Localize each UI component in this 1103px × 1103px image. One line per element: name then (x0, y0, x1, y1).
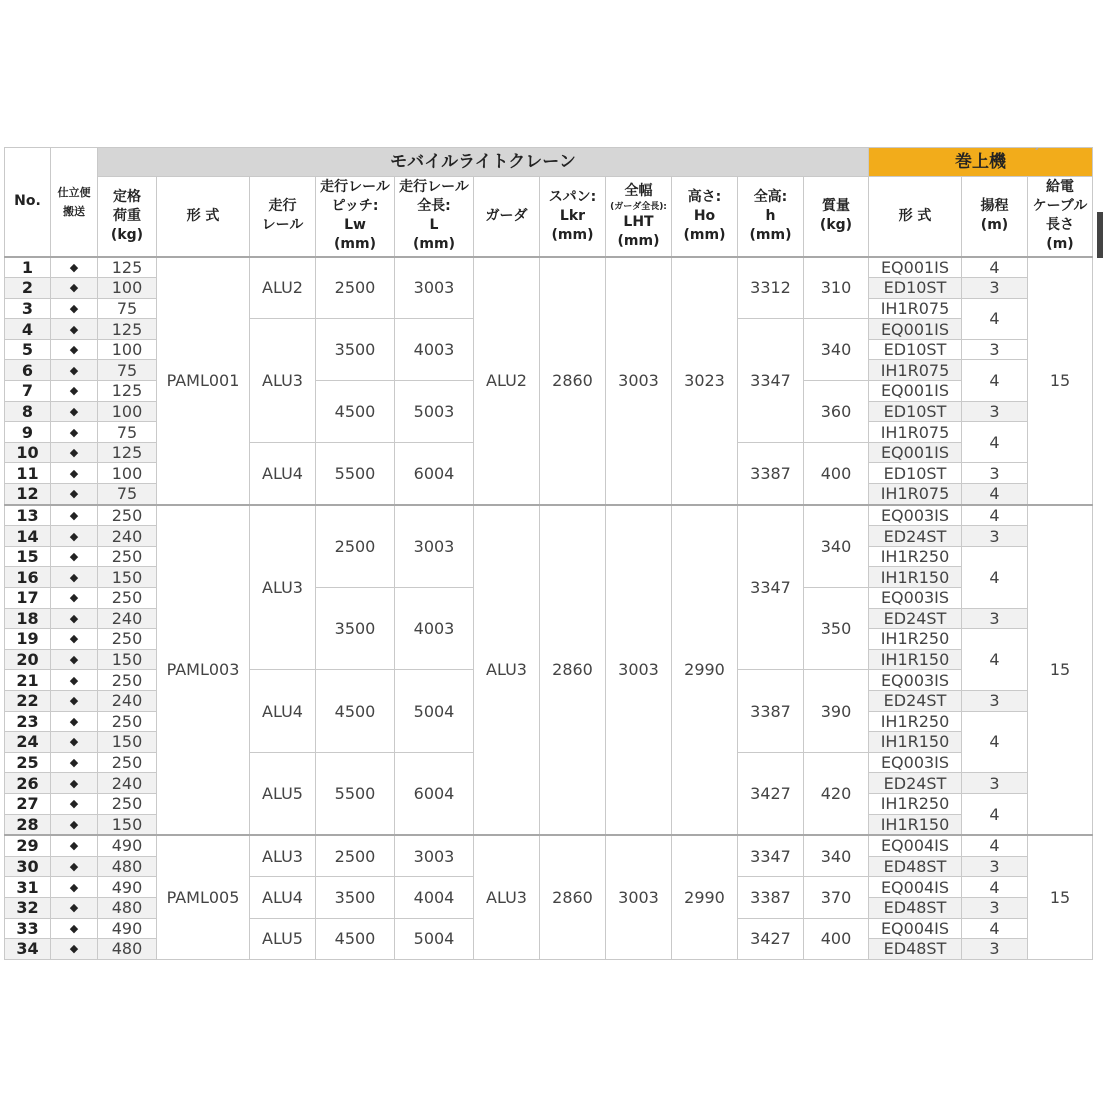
lift-cell: 3 (962, 463, 1028, 484)
span-cell: 2860 (540, 257, 606, 505)
header-girder: ガーダ (474, 177, 540, 257)
header-line: (mm) (551, 226, 594, 243)
rated-load: 100 (98, 339, 157, 360)
hoist-model: ED48ST (869, 897, 962, 918)
length-cell: 4004 (395, 877, 474, 918)
row-number: 14 (5, 526, 51, 547)
hoist-model: IH1R250 (869, 546, 962, 567)
lift-cell: 3 (962, 856, 1028, 877)
diamond-icon: ◆ (51, 442, 98, 463)
length-cell: 3003 (395, 835, 474, 877)
row-number: 8 (5, 401, 51, 422)
length-cell: 3003 (395, 505, 474, 588)
row-number: 2 (5, 278, 51, 299)
lift-cell: 3 (962, 526, 1028, 547)
diamond-icon: ◆ (51, 526, 98, 547)
lift-cell: 4 (962, 629, 1028, 691)
mass-cell: 400 (804, 918, 869, 959)
total-height-cell: 3387 (738, 877, 804, 918)
diamond-icon: ◆ (51, 567, 98, 588)
diamond-icon: ◆ (51, 814, 98, 835)
hoist-model: ED24ST (869, 773, 962, 794)
header-line: 給電 (1046, 179, 1074, 196)
diamond-icon: ◆ (51, 401, 98, 422)
length-cell: 4003 (395, 588, 474, 670)
hoist-model: IH1R250 (869, 711, 962, 732)
lift-cell: 4 (962, 711, 1028, 773)
pitch-cell: 3500 (316, 877, 395, 918)
header-lift (962, 177, 1028, 257)
header-line: h (765, 207, 776, 224)
travel-cell: ALU5 (250, 918, 316, 959)
total-height-cell: 3312 (738, 257, 804, 319)
row-number: 13 (5, 505, 51, 526)
total-height-cell: 3387 (738, 442, 804, 504)
total-height-cell: 3347 (738, 319, 804, 443)
spec-table (4, 147, 1093, 960)
row-number: 21 (5, 670, 51, 691)
hoist-model: EQ003IS (869, 505, 962, 526)
header-travel (250, 177, 316, 257)
rated-load: 490 (98, 835, 157, 856)
row-number: 12 (5, 484, 51, 505)
mass-cell: 310 (804, 257, 869, 319)
length-cell: 5003 (395, 381, 474, 443)
pitch-cell: 5500 (316, 752, 395, 835)
rated-load: 125 (98, 442, 157, 463)
hoist-model: ED48ST (869, 856, 962, 877)
header-shiage-line: 搬送 (63, 204, 85, 218)
mass-cell: 420 (804, 752, 869, 835)
diamond-icon: ◆ (51, 505, 98, 526)
rated-load: 125 (98, 319, 157, 340)
pitch-cell: 4500 (316, 670, 395, 752)
lift-cell: 4 (962, 484, 1028, 505)
rated-load: 100 (98, 278, 157, 299)
rated-load: 125 (98, 257, 157, 278)
header-line: L (429, 217, 439, 234)
row-number: 19 (5, 629, 51, 650)
rated-load: 250 (98, 752, 157, 773)
hoist-model: ED10ST (869, 339, 962, 360)
rated-load: 240 (98, 773, 157, 794)
header-line: 高さ: (687, 188, 722, 205)
row-number: 6 (5, 360, 51, 381)
hoist-model: ED10ST (869, 463, 962, 484)
pitch-cell: 2500 (316, 505, 395, 588)
cable-length-cell: 15 (1028, 505, 1093, 836)
header-line: 走行レール (320, 179, 390, 196)
table-row (5, 257, 1093, 278)
travel-cell: ALU3 (250, 319, 316, 443)
rated-load: 240 (98, 608, 157, 629)
header-mass (804, 177, 869, 257)
length-cell: 5004 (395, 670, 474, 752)
pitch-cell: 3500 (316, 588, 395, 670)
lift-cell: 4 (962, 793, 1028, 835)
rated-load: 250 (98, 711, 157, 732)
diamond-icon: ◆ (51, 546, 98, 567)
diamond-icon: ◆ (51, 918, 98, 939)
header-shiage-line: 仕立便 (57, 185, 91, 199)
header-line: Lw (344, 217, 366, 234)
row-number: 1 (5, 257, 51, 278)
title-hoist-label: 巻上機 (955, 151, 1006, 172)
diamond-icon: ◆ (51, 939, 98, 960)
lift-cell: 4 (962, 422, 1028, 463)
diamond-icon: ◆ (51, 773, 98, 794)
header-line: (mm) (617, 232, 660, 249)
crane-model: PAML001 (157, 257, 250, 505)
scrollbar-thumb[interactable] (1097, 212, 1103, 258)
header-line: ピッチ: (331, 198, 379, 215)
header-line: 全高: (753, 188, 788, 205)
rated-load: 250 (98, 546, 157, 567)
mass-cell: 390 (804, 670, 869, 752)
length-cell: 6004 (395, 752, 474, 835)
hoist-model: EQ003IS (869, 588, 962, 609)
header-cable (1028, 177, 1093, 257)
lift-cell: 4 (962, 546, 1028, 608)
rated-load: 125 (98, 381, 157, 402)
height-cell: 2990 (672, 835, 738, 959)
rated-load: 250 (98, 588, 157, 609)
rated-load: 240 (98, 690, 157, 711)
header-line: (mm) (413, 236, 455, 253)
hoist-model: IH1R075 (869, 298, 962, 319)
total-height-cell: 3347 (738, 835, 804, 877)
row-number: 15 (5, 546, 51, 567)
width-cell: 3003 (606, 505, 672, 836)
diamond-icon: ◆ (51, 339, 98, 360)
crane-model: PAML003 (157, 505, 250, 836)
diamond-icon: ◆ (51, 608, 98, 629)
header-line: スパン: (548, 188, 597, 205)
travel-cell: ALU4 (250, 670, 316, 752)
rated-load: 75 (98, 484, 157, 505)
diamond-icon: ◆ (51, 588, 98, 609)
rated-load: 100 (98, 401, 157, 422)
header-line: 走行 (268, 198, 297, 215)
span-cell: 2860 (540, 505, 606, 836)
table-row (5, 505, 1093, 526)
diamond-icon: ◆ (51, 752, 98, 773)
title-main: モバイルライトクレーン (98, 148, 869, 177)
hoist-model: IH1R075 (869, 484, 962, 505)
row-number: 31 (5, 877, 51, 898)
travel-cell: ALU2 (250, 257, 316, 319)
rated-load: 490 (98, 918, 157, 939)
length-cell: 4003 (395, 319, 474, 381)
rated-load: 250 (98, 629, 157, 650)
diamond-icon: ◆ (51, 711, 98, 732)
header-line: ケーブル (1032, 198, 1088, 215)
header-line: 長さ (1046, 217, 1074, 234)
notch-decoration (1019, 148, 1047, 151)
header-span (540, 177, 606, 257)
rated-load: 250 (98, 793, 157, 814)
mass-cell: 400 (804, 442, 869, 504)
hoist-model: EQ001IS (869, 257, 962, 278)
rated-load: 480 (98, 856, 157, 877)
diamond-icon: ◆ (51, 422, 98, 443)
hoist-model: IH1R150 (869, 732, 962, 753)
header-line: 定格 (113, 188, 141, 205)
header-model: 形 式 (157, 177, 250, 257)
pitch-cell: 2500 (316, 257, 395, 319)
title-hoist (869, 148, 1093, 177)
lift-cell: 4 (962, 257, 1028, 278)
total-height-cell: 3347 (738, 505, 804, 670)
cable-length-cell: 15 (1028, 257, 1093, 505)
width-cell: 3003 (606, 257, 672, 505)
lift-cell: 4 (962, 360, 1028, 401)
mass-cell: 340 (804, 505, 869, 588)
travel-cell: ALU4 (250, 877, 316, 918)
header-line: Lkr (559, 207, 586, 224)
rated-load: 75 (98, 422, 157, 443)
row-number: 34 (5, 939, 51, 960)
diamond-icon: ◆ (51, 877, 98, 898)
hoist-model: IH1R250 (869, 629, 962, 650)
diamond-icon: ◆ (51, 360, 98, 381)
rated-load: 150 (98, 649, 157, 670)
lift-cell: 3 (962, 339, 1028, 360)
row-number: 26 (5, 773, 51, 794)
rated-load: 250 (98, 670, 157, 691)
header-line: (m) (980, 217, 1009, 234)
hoist-model: EQ001IS (869, 381, 962, 402)
row-number: 11 (5, 463, 51, 484)
diamond-icon: ◆ (51, 629, 98, 650)
hoist-model: EQ004IS (869, 835, 962, 856)
row-number: 18 (5, 608, 51, 629)
lift-cell: 4 (962, 298, 1028, 339)
diamond-icon: ◆ (51, 856, 98, 877)
row-number: 28 (5, 814, 51, 835)
mass-cell: 370 (804, 877, 869, 918)
hoist-model: EQ004IS (869, 877, 962, 898)
header-line: (m) (1046, 236, 1074, 253)
header-length (395, 177, 474, 257)
total-height-cell: 3387 (738, 670, 804, 752)
rated-load: 480 (98, 939, 157, 960)
length-cell: 3003 (395, 257, 474, 319)
header-line: (mm) (683, 226, 726, 243)
total-height-cell: 3427 (738, 752, 804, 835)
hoist-model: ED48ST (869, 939, 962, 960)
travel-cell: ALU4 (250, 442, 316, 504)
header-load (98, 177, 157, 257)
header-line: (mm) (749, 226, 792, 243)
hoist-model: IH1R150 (869, 649, 962, 670)
row-number: 10 (5, 442, 51, 463)
diamond-icon: ◆ (51, 793, 98, 814)
rated-load: 490 (98, 877, 157, 898)
row-number: 17 (5, 588, 51, 609)
hoist-model: ED24ST (869, 690, 962, 711)
hoist-model: ED10ST (869, 278, 962, 299)
header-hoist-model: 形 式 (869, 177, 962, 257)
hoist-model: ED24ST (869, 526, 962, 547)
table-row (5, 835, 1093, 856)
mass-cell: 350 (804, 588, 869, 670)
header-line: (kg) (110, 226, 144, 243)
mass-cell: 340 (804, 319, 869, 381)
rated-load: 480 (98, 897, 157, 918)
row-number: 22 (5, 690, 51, 711)
diamond-icon: ◆ (51, 690, 98, 711)
header-line: Ho (693, 207, 716, 224)
rated-load: 150 (98, 567, 157, 588)
header-line: 質量 (822, 198, 850, 215)
hoist-model: EQ003IS (869, 752, 962, 773)
hoist-model: IH1R150 (869, 567, 962, 588)
travel-cell: ALU3 (250, 835, 316, 877)
hoist-model: IH1R075 (869, 422, 962, 443)
lift-cell: 3 (962, 278, 1028, 299)
row-number: 33 (5, 918, 51, 939)
travel-cell: ALU3 (250, 505, 316, 670)
diamond-icon: ◆ (51, 897, 98, 918)
rated-load: 75 (98, 298, 157, 319)
height-cell: 2990 (672, 505, 738, 836)
row-number: 23 (5, 711, 51, 732)
diamond-icon: ◆ (51, 649, 98, 670)
lift-cell: 3 (962, 897, 1028, 918)
header-line: (ガーダ全長): (610, 201, 667, 212)
hoist-model: EQ003IS (869, 670, 962, 691)
hoist-model: IH1R250 (869, 793, 962, 814)
header-line: 揚程 (980, 198, 1009, 215)
row-number: 3 (5, 298, 51, 319)
diamond-icon: ◆ (51, 298, 98, 319)
pitch-cell: 3500 (316, 319, 395, 381)
header-line: 荷重 (113, 207, 141, 224)
lift-cell: 3 (962, 690, 1028, 711)
mass-cell: 360 (804, 381, 869, 443)
diamond-icon: ◆ (51, 257, 98, 278)
row-number: 7 (5, 381, 51, 402)
row-number: 27 (5, 793, 51, 814)
hoist-model: EQ001IS (869, 442, 962, 463)
travel-cell: ALU5 (250, 752, 316, 835)
lift-cell: 3 (962, 939, 1028, 960)
rated-load: 150 (98, 814, 157, 835)
pitch-cell: 4500 (316, 918, 395, 959)
row-number: 24 (5, 732, 51, 753)
lift-cell: 3 (962, 608, 1028, 629)
girder-cell: ALU2 (474, 257, 540, 505)
row-number: 32 (5, 897, 51, 918)
rated-load: 150 (98, 732, 157, 753)
header-line: 全幅 (624, 182, 653, 199)
row-number: 25 (5, 752, 51, 773)
header-width (606, 177, 672, 257)
header-pitch (316, 177, 395, 257)
pitch-cell: 4500 (316, 381, 395, 443)
rated-load: 240 (98, 526, 157, 547)
diamond-icon: ◆ (51, 835, 98, 856)
hoist-model: ED10ST (869, 401, 962, 422)
diamond-icon: ◆ (51, 381, 98, 402)
mass-cell: 340 (804, 835, 869, 877)
lift-cell: 4 (962, 918, 1028, 939)
diamond-icon: ◆ (51, 732, 98, 753)
length-cell: 6004 (395, 442, 474, 504)
diamond-icon: ◆ (51, 670, 98, 691)
lift-cell: 3 (962, 773, 1028, 794)
diamond-icon: ◆ (51, 319, 98, 340)
width-cell: 3003 (606, 835, 672, 959)
header-line: (kg) (819, 217, 853, 234)
header-shiage (51, 148, 98, 257)
pitch-cell: 2500 (316, 835, 395, 877)
height-cell: 3023 (672, 257, 738, 505)
lift-cell: 4 (962, 505, 1028, 526)
hoist-model: EQ004IS (869, 918, 962, 939)
diamond-icon: ◆ (51, 278, 98, 299)
rated-load: 250 (98, 505, 157, 526)
row-number: 4 (5, 319, 51, 340)
length-cell: 5004 (395, 918, 474, 959)
girder-cell: ALU3 (474, 835, 540, 959)
header-line: LHT (623, 213, 654, 230)
row-number: 9 (5, 422, 51, 443)
table-body (5, 257, 1093, 960)
row-number: 16 (5, 567, 51, 588)
hoist-model: EQ001IS (869, 319, 962, 340)
rated-load: 100 (98, 463, 157, 484)
row-number: 30 (5, 856, 51, 877)
total-height-cell: 3427 (738, 918, 804, 959)
span-cell: 2860 (540, 835, 606, 959)
hoist-model: ED24ST (869, 608, 962, 629)
header-line: 全長: (417, 198, 451, 215)
rated-load: 75 (98, 360, 157, 381)
diamond-icon: ◆ (51, 463, 98, 484)
lift-cell: 3 (962, 401, 1028, 422)
header-height (672, 177, 738, 257)
header-line: レール (261, 217, 304, 234)
row-number: 29 (5, 835, 51, 856)
row-number: 5 (5, 339, 51, 360)
pitch-cell: 5500 (316, 442, 395, 504)
girder-cell: ALU3 (474, 505, 540, 836)
hoist-model: IH1R075 (869, 360, 962, 381)
diamond-icon: ◆ (51, 484, 98, 505)
cable-length-cell: 15 (1028, 835, 1093, 959)
header-total-height (738, 177, 804, 257)
header-no: No. (5, 148, 51, 257)
header-line: 走行レール (399, 179, 469, 196)
header-line: (mm) (334, 236, 376, 253)
lift-cell: 4 (962, 877, 1028, 898)
hoist-model: IH1R150 (869, 814, 962, 835)
lift-cell: 4 (962, 835, 1028, 856)
row-number: 20 (5, 649, 51, 670)
crane-model: PAML005 (157, 835, 250, 959)
